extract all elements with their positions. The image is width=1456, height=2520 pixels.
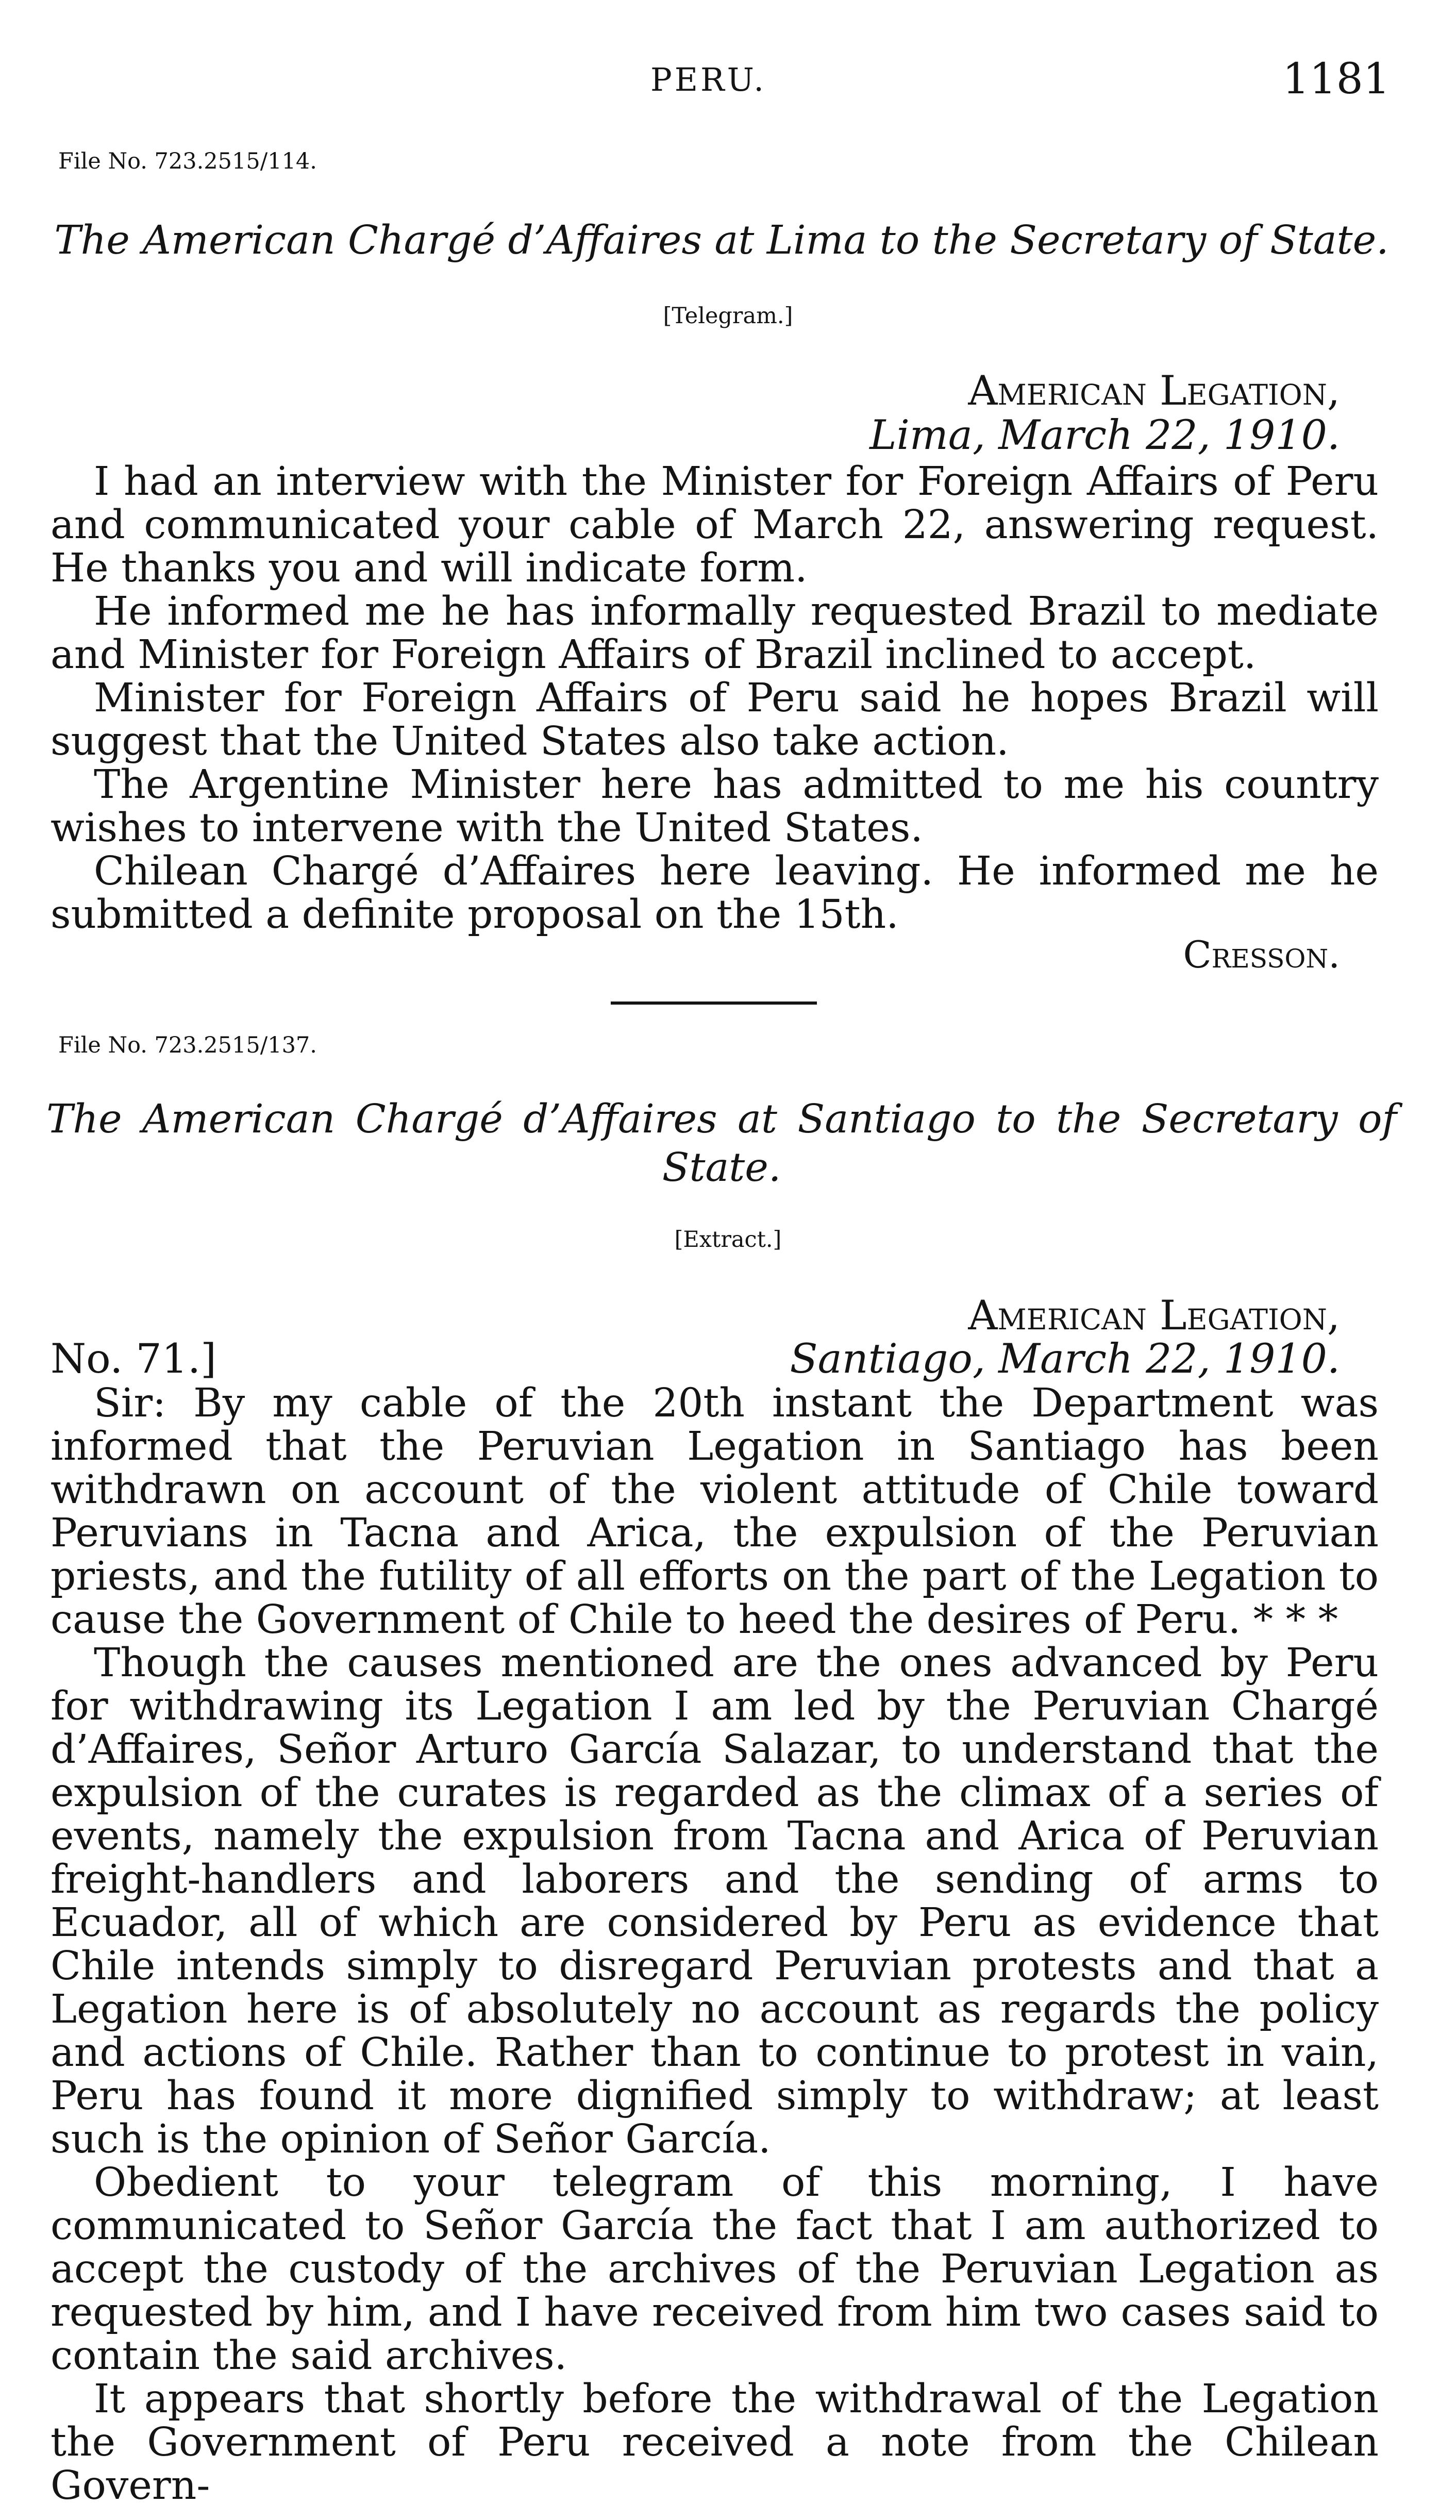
- section-divider: [611, 1002, 817, 1005]
- running-head: [0, 55, 1456, 112]
- document-type: [Telegram.]: [663, 303, 793, 329]
- paragraph: I had an interview with the Minister for Foreign Affairs of Peru and communicated your cable of March 22, answering request. He thanks you and will indicate form.: [51, 459, 1379, 591]
- paragraph: Sir: By my cable of the 20th instant the Department was informed that the Peruvian Legation in Santiago has been withdrawn on account of the violent attitude of Chile toward Peruvians in Tacna and Arica, the expulsion of the Peruvian priests, and the futility of all efforts on the part of the Legation to cause the Government of Chile to heed the desires of Peru. * * *: [51, 1380, 1379, 1643]
- place-date: Santiago, March 22, 1910.: [790, 1335, 1340, 1382]
- legation-line: American Legation,: [968, 1292, 1340, 1339]
- paragraph: The Argentine Minister here has admitted to me his country wishes to intervene with the United States.: [51, 762, 1379, 851]
- signature: Cresson.: [1183, 933, 1340, 976]
- document-type: [Extract.]: [674, 1227, 782, 1253]
- document-body: [51, 460, 1379, 937]
- paragraph: Obedient to your telegram of this morning, I have communicated to Señor García the fact that I am authorized to accept the custody of the archives of the Peruvian Legation as requested by him, and I have received from him two cases said to contain the said archives.: [51, 2160, 1379, 2379]
- paragraph: Chilean Chargé d’Affaires here leaving. He informed me he submitted a definite proposal on the 15th.: [51, 848, 1379, 938]
- paragraph: It appears that shortly before the withdrawal of the Legation the Government of Peru received a note from the Chilean Govern-: [51, 2376, 1379, 2509]
- document-body: [51, 1382, 1379, 2508]
- page-number: 1181: [1282, 55, 1390, 104]
- document-heading: The American Chargé d’Affaires at Santiago to the Secretary of State.: [46, 1096, 1397, 1191]
- file-number: File No. 723.2515/137.: [58, 1032, 317, 1058]
- paragraph: Minister for Foreign Affairs of Peru said he hopes Brazil will suggest that the United States also take action.: [51, 675, 1379, 764]
- running-head-title: PERU.: [650, 61, 766, 98]
- paragraph: Though the causes mentioned are the ones advanced by Peru for withdrawing its Legation I am led by the Peruvian Chargé d’Affaires, Señor Arturo García Salazar, to understand that the expulsion of the curates is regarded as the climax of a series of events, namely the expulsion from Tacna and Arica of Peruvian freight-handlers and laborers and the sending of arms to Ecuador, all of which are considered by Peru as evidence that Chile intends simply to disregard Peruvian protests and that a Legation here is of absolutely no account as regards the policy and actions of Chile. Rather than to continue to protest in vain, Peru has found it more dignified simply to withdraw; at least such is the opinion of Señor García.: [51, 1640, 1379, 2162]
- dispatch-number: No. 71.]: [51, 1335, 216, 1382]
- document-heading: The American Chargé d’Affaires at Lima to the Secretary of State.: [54, 218, 1389, 263]
- place-date: Lima, March 22, 1910.: [869, 411, 1340, 459]
- file-number: File No. 723.2515/114.: [58, 148, 317, 174]
- legation-line: American Legation,: [968, 367, 1340, 414]
- paragraph: He informed me he has informally requested Brazil to mediate and Minister for Foreign Affairs of Brazil inclined to accept.: [51, 589, 1379, 678]
